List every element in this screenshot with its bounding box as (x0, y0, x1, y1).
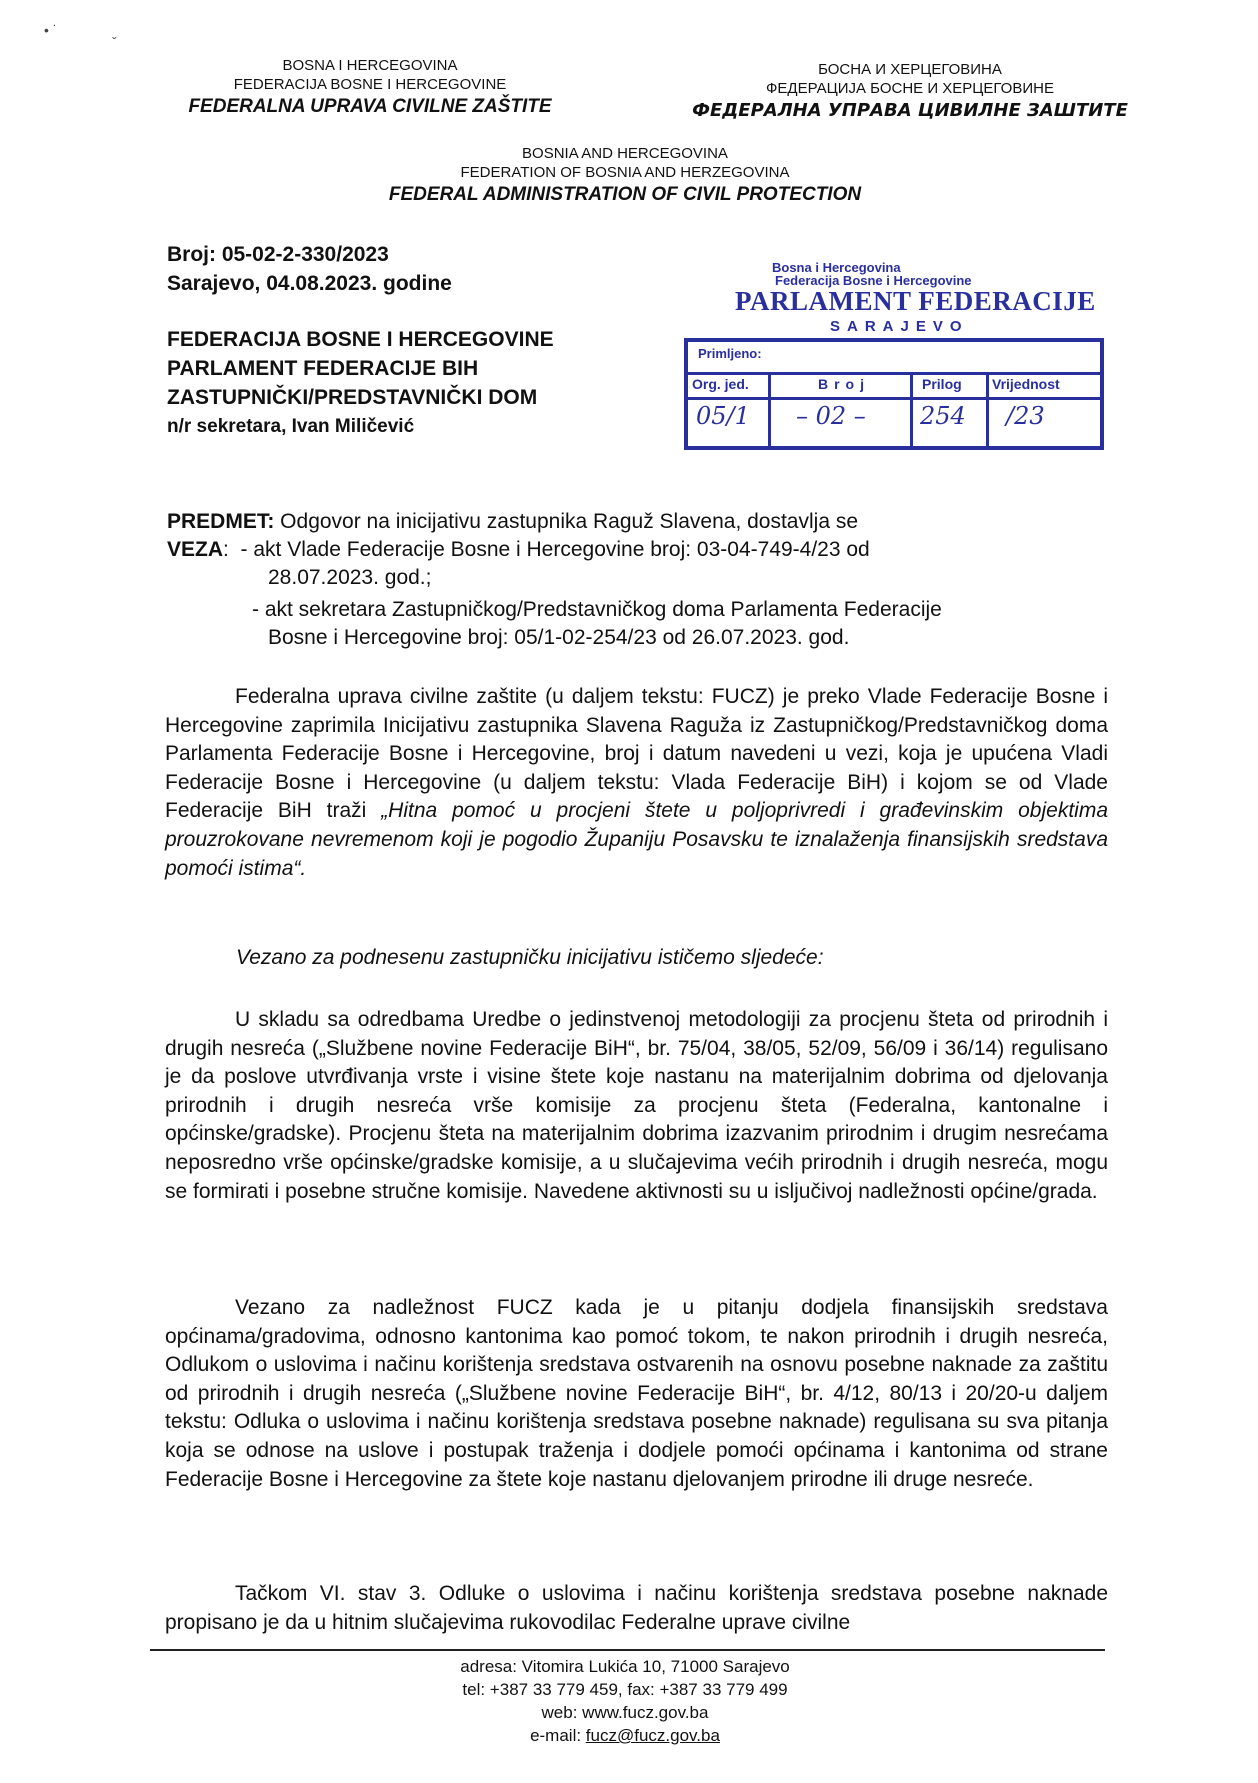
stamp-divider (688, 372, 1100, 375)
footer-web: web: www.fucz.gov.ba (541, 1703, 709, 1722)
body-paragraph (165, 1294, 1108, 1494)
paragraph-text: Tačkom VI. stav 3. Odluke o uslovima i načinu korištenja sredstava posebne naknade propisano je da u hitnim slučajevima rukovodilac Federalne uprave civilne (165, 1582, 1108, 1634)
intro-sentence: Vezano za podnesenu zastupničku inicijativu ističemo sljedeće: (236, 946, 824, 969)
footer-divider (150, 1649, 1105, 1651)
document-number: Broj: 05-02-2-330/2023 (167, 243, 389, 266)
stamp-divider (910, 372, 913, 446)
stamp-divider (688, 397, 1100, 400)
stamp-col-vrijednost: Vrijednost (992, 376, 1060, 392)
reference-line (268, 564, 431, 592)
letterhead-country-en: BOSNIA AND HERCEGOVINA (522, 145, 728, 162)
subject-text: Odgovor na inicijativu zastupnika Raguž Slavena, dostavlja se (274, 510, 859, 533)
reference-item: - akt sekretara Zastupničkog/Predstavničkog doma Parlamenta Federacije (252, 598, 942, 621)
paragraph-text: U skladu sa odredbama Uredbe o jedinstvenoj metodologiji za procjenu šteta od prirodnih i drugih nesreća („Službene novine Federacije BiH“, br. 75/04, 38/05, 52/09, 56/09 i 36/14) regulisano je da poslove utvrđivanja vrste i visine štete koje nastanu na materijalnim dobrima od djelovanja prirodnih i drugih nesreća vrše komisije za procjenu šteta (Federalna, kantonalne i općinske/gradske). Procjenu šteta na materijalnim dobrima izazvanim prirodnim i drugim nesrećama neposredno vrše općinske/gradske komisije, a u slučajevima većih prirodnih i drugih nesreća, mogu se formirati i posebne stručne komisije. Navedene aktivnosti su u isljučivoj nadležnosti općine/grada. (165, 1008, 1108, 1203)
recipient-line: PARLAMENT FEDERACIJE BIH (167, 357, 479, 380)
stamp-value-broj: – 02 – (796, 402, 866, 430)
stamp-city: SARAJEVO (830, 318, 969, 335)
letterhead-agency-cyr: ФЕДЕРАЛНА УПРАВА ЦИВИЛНЕ ЗАШТИТЕ (692, 100, 1128, 121)
body-paragraph (165, 1580, 1108, 1637)
document-meta (167, 240, 452, 298)
reference-label: VEZA (167, 538, 224, 561)
letterhead-cyrillic (690, 60, 1130, 124)
letterhead-latin (160, 56, 580, 120)
stamp-col-prilog: Prilog (922, 376, 962, 392)
footer-contact (330, 1655, 920, 1747)
stamp-value-org: 05/1 (696, 402, 750, 430)
stamp-divider (986, 372, 989, 446)
subject-line (167, 508, 1097, 536)
letterhead-agency: FEDERALNA UPRAVA CIVILNE ZAŠTITE (188, 96, 552, 117)
document-date: Sarajevo, 04.08.2023. godine (167, 272, 452, 295)
letterhead-english (330, 144, 920, 208)
letterhead-agency-en: FEDERAL ADMINISTRATION OF CIVIL PROTECTION (388, 184, 862, 205)
stamp-title: PARLAMENT FEDERACIJE (735, 286, 1096, 316)
stamp-box (684, 338, 1104, 450)
recipient-line: FEDERACIJA BOSNE I HERCEGOVINE (167, 328, 554, 351)
footer-email-label: e-mail: (530, 1726, 586, 1745)
letterhead-federation: FEDERACIJA BOSNE I HERCEGOVINE (233, 76, 507, 93)
footer-address: adresa: Vitomira Lukića 10, 71000 Sarajevo (460, 1657, 790, 1676)
received-stamp (680, 258, 1110, 458)
paragraph-text: Vezano za nadležnost FUCZ kada je u pitanju dodjela finansijskih sredstava općinama/gradovima, odnosno kantonima kao pomoć tokom, te nakon prirodnih i drugih nesreća, Odlukom o uslovima i načinu korištenja sredstava ostvarenih na osnovu posebne naknade za zaštitu od prirodnih i drugih nesreća („Službene novine Federacije BiH“, br. 4/12, 80/13 i 20/20-u daljem tekstu: Odluka o uslovima i načinu korištenja sredstava posebne naknade) regulisana su sva pitanja koja se odnose na uslove i postupak traženja i dodjele pomoći općinama i kantonima od strane Federacije Bosne i Hercegovine za štete koje nastanu djelovanjem prirodne ili druge nesreće. (165, 1296, 1108, 1491)
recipient-attention: n/r sekretara, Ivan Miličević (167, 416, 415, 437)
footer-phone: tel: +387 33 779 459, fax: +387 33 779 499 (462, 1680, 788, 1699)
stamp-col-org: Org. jed. (692, 376, 749, 392)
reference-item: Bosne i Hercegovine broj: 05/1-02-254/23 od 26.07.2023. god. (268, 626, 850, 649)
stamp-federation: Federacija Bosne i Hercegovine (775, 273, 972, 288)
paragraph-text: Federalna uprava civilne zaštite (u daljem tekstu: FUCZ) je preko Vlade Federacije Bosne i Hercegovine zaprimila Inicijativu zastupnika Slavena Raguža iz Zastupničkog/Predstavničkog doma Parlamenta Federacije Bosne i Hercegovine, broj i datum navedeni u vezi, koja je upućena Vladi Federacije Bosne i Hercegovine (u daljem tekstu: Vlada Federacije BiH) i kojom se od Vlade Federacije BiH traži (165, 685, 1108, 823)
footer-email-line (330, 1724, 920, 1747)
reference-line: VEZA: - akt Vlade Federacije Bosne i Hercegovine broj: 03-04-749-4/23 od (167, 538, 870, 561)
stamp-col-broj: Broj (818, 376, 870, 392)
letterhead-country-cyr: БОСНА И ХЕРЦЕГОВИНА (818, 61, 1002, 78)
stamp-country: Bosna i Hercegovina (772, 260, 901, 275)
reference-item: 28.07.2023. god.; (268, 566, 432, 589)
scan-artifact: ˇ (112, 34, 117, 50)
reference-line (268, 624, 849, 652)
stamp-divider (768, 372, 771, 446)
recipient-block (167, 325, 554, 441)
recipient-line: ZASTUPNIČKI/PREDSTAVNIČKI DOM (167, 386, 538, 409)
reference-line (252, 596, 942, 624)
stamp-value-prilog: 254 (920, 402, 966, 430)
body-paragraph (165, 683, 1108, 883)
initiative-quote: „Hitna pomoć u procjeni štete u poljoprivredi i građevinskim objektima prouzrokovane nevremenom koji je pogodio Županiju Posavsku te iznalaženja finansijskih sredstava pomoći istima“. (165, 799, 1109, 880)
stamp-value-vrijednost: /23 (1006, 402, 1045, 430)
scan-artifact: • ˙ (44, 22, 58, 38)
stamp-received-label: Primljeno: (698, 346, 762, 361)
body-paragraph (165, 1006, 1108, 1206)
letterhead-federation-cyr: ФЕДЕРАЦИЈА БОСНЕ И ХЕРЦЕГОВИНЕ (766, 80, 1054, 97)
letterhead-federation-en: FEDERATION OF BOSNIA AND HERZEGOVINA (460, 164, 790, 181)
subject-label: PREDMET: (167, 510, 275, 533)
footer-email: fucz@fucz.gov.ba (585, 1726, 720, 1745)
letterhead-country: BOSNA I HERCEGOVINA (282, 57, 458, 74)
reference-item: - akt Vlade Federacije Bosne i Hercegovine broj: 03-04-749-4/23 od (240, 538, 870, 561)
